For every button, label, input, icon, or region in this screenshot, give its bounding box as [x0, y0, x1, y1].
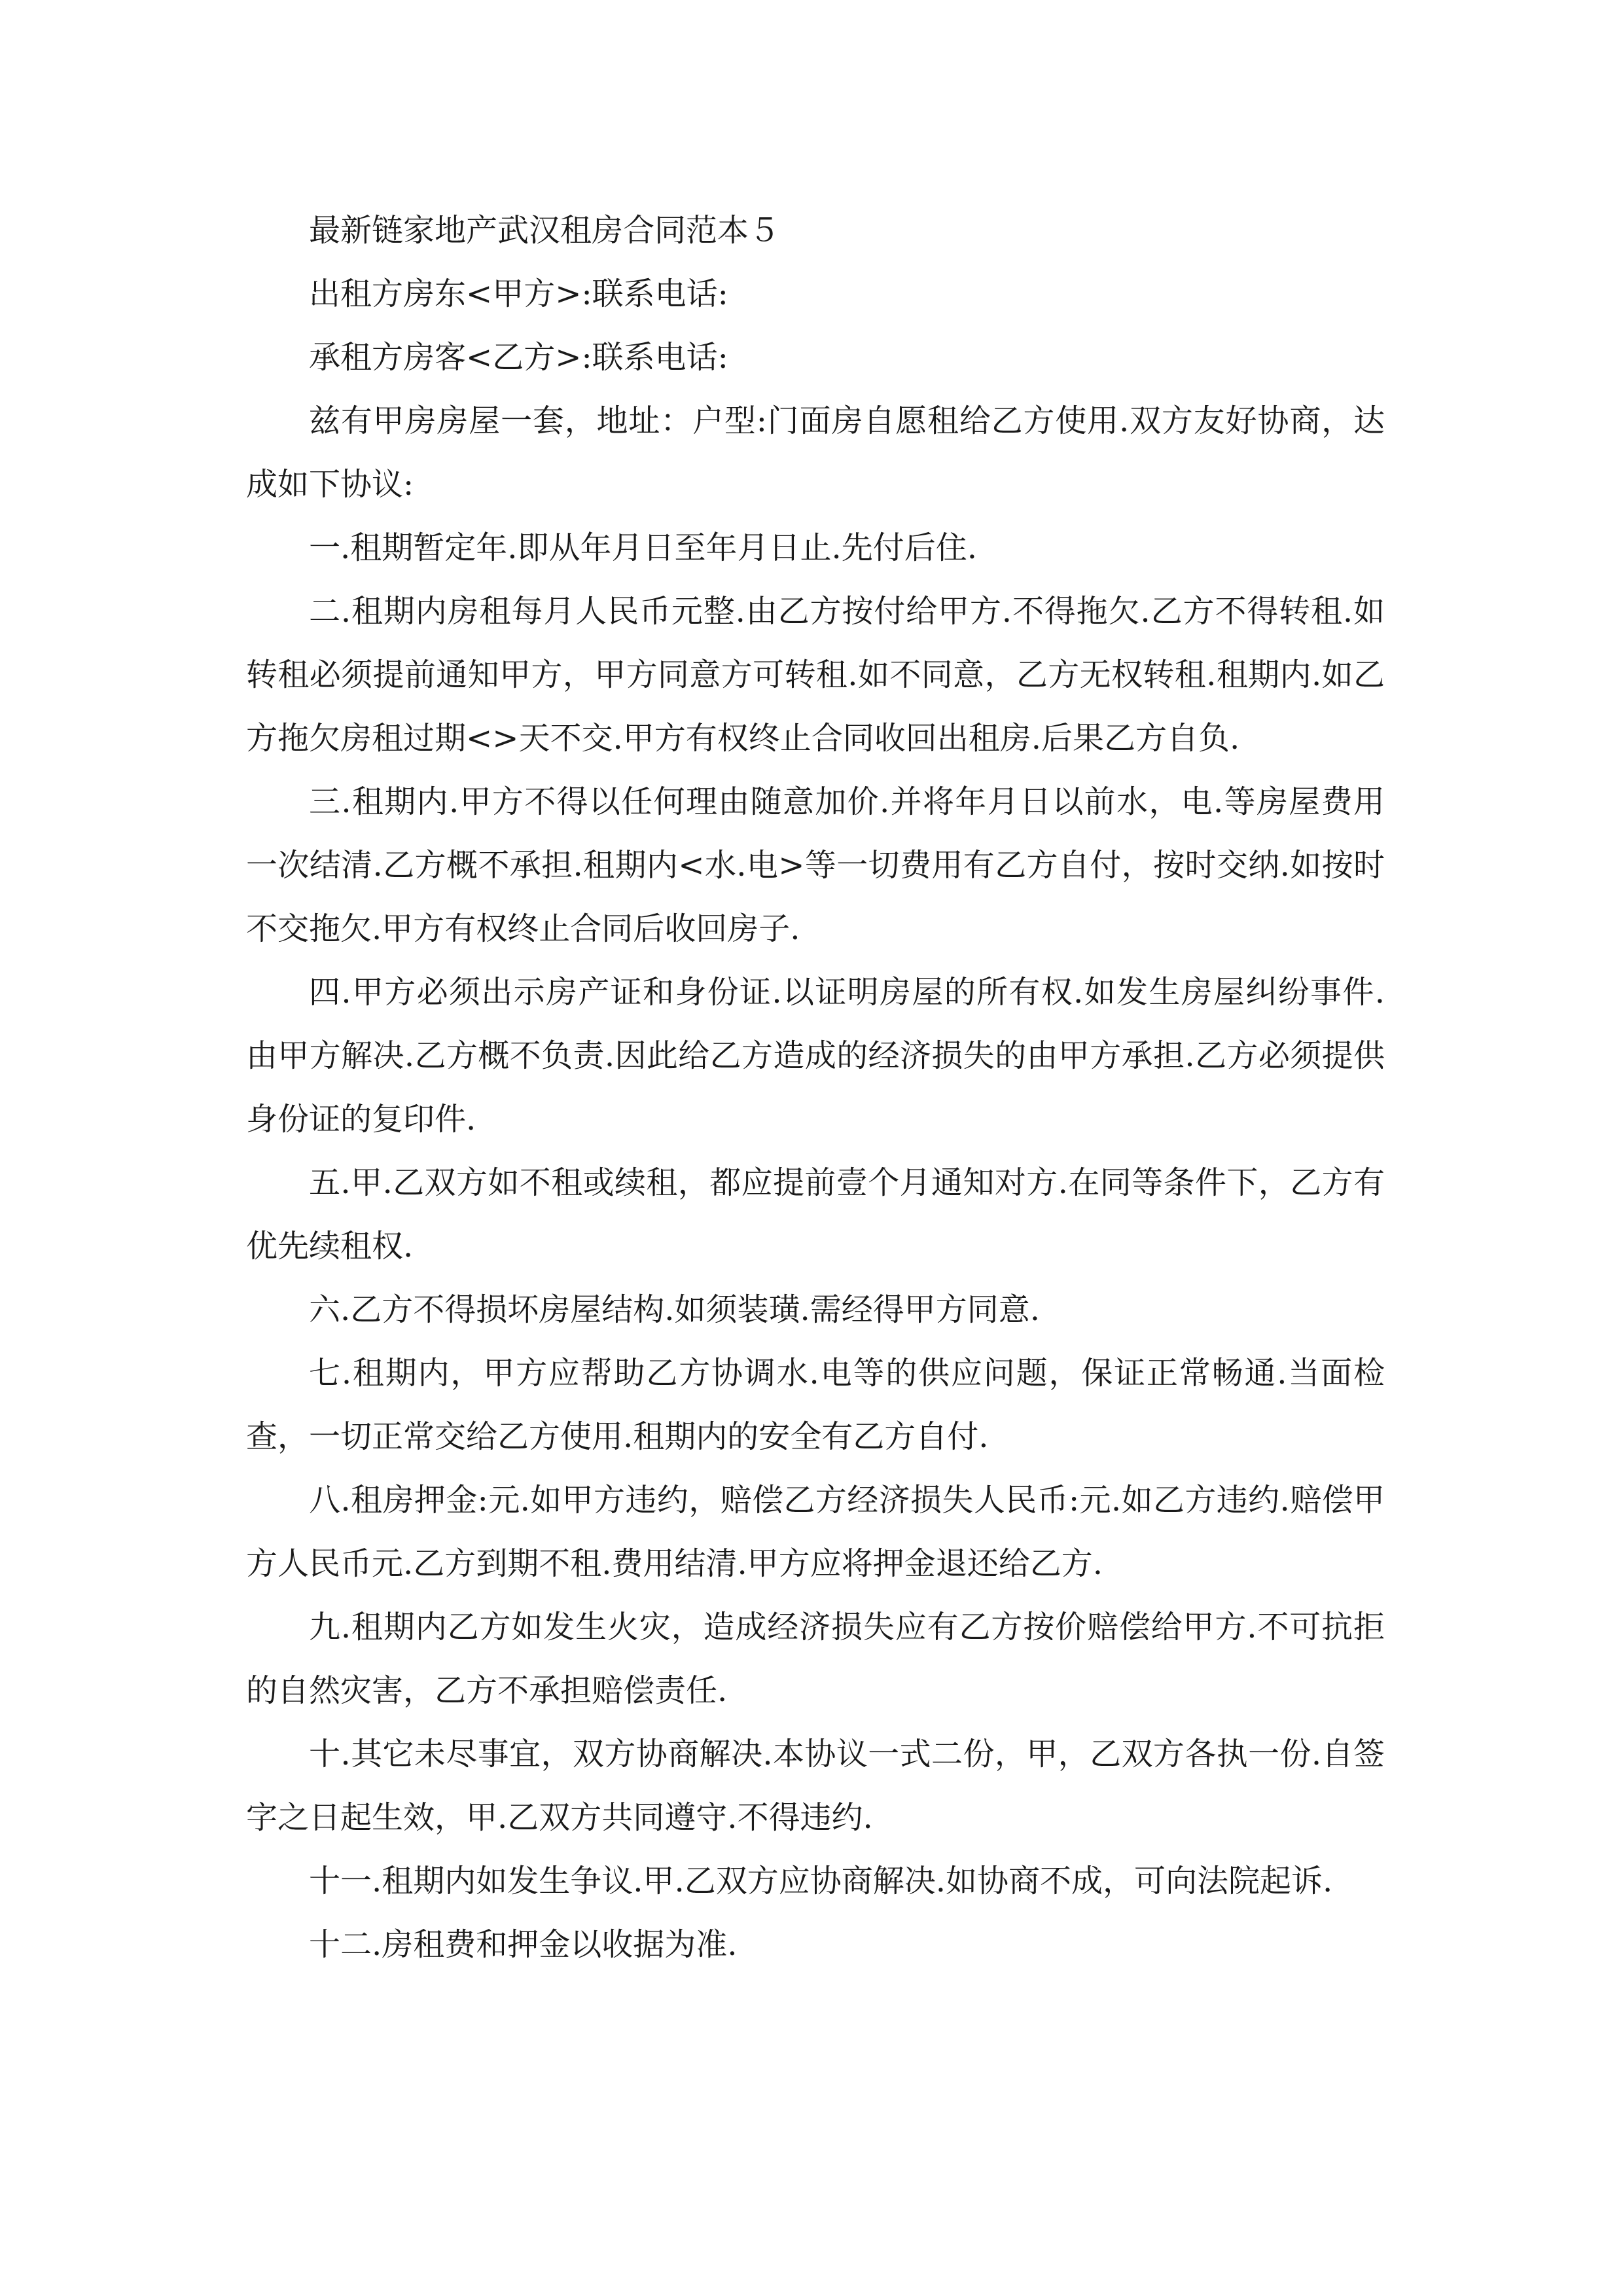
clause-8: 八.租房押金:元.如甲方违约，赔偿乙方经济损失人民币:元.如乙方违约.赔偿甲方人民币元.乙方到期不租.费用结清.甲方应将押金退还给乙方.: [246, 1482, 1385, 1582]
clause-5: 五.甲.乙双方如不租或续租，都应提前壹个月通知对方.在同等条件下，乙方有优先续租权.: [246, 1164, 1385, 1265]
clause-1: 一.租期暂定年.即从年月日至年月日止.先付后住.: [309, 529, 978, 566]
intro-paragraph: 兹有甲房房屋一套，地址：户型:门面房自愿租给乙方使用.双方友好协商，达成如下协议:: [246, 403, 1385, 503]
contract-body: [246, 199, 1385, 1977]
clause-10: 十.其它未尽事宜，双方协商解决.本协议一式二份，甲，乙双方各执一份.自签字之日起生效，甲.乙双方共同遵守.不得违约.: [246, 1736, 1385, 1836]
lessor-line: 出租方房东<甲方>:联系电话:: [309, 276, 728, 312]
clause-9: 九.租期内乙方如发生火灾，造成经济损失应有乙方按价赔偿给甲方.不可抗拒的自然灾害，乙方不承担赔偿责任.: [246, 1609, 1385, 1709]
clause-11: 十一.租期内如发生争议.甲.乙双方应协商解决.如协商不成，可向法院起诉.: [309, 1863, 1333, 1899]
contract-title: 最新链家地产武汉租房合同范本５: [309, 212, 781, 249]
clause-12: 十二.房租费和押金以收据为准.: [309, 1926, 738, 1963]
clause-3: 三.租期内.甲方不得以任何理由随意加价.并将年月日以前水，电.等房屋费用一次结清.乙方概不承担.租期内<水.电>等一切费用有乙方自付，按时交纳.如按时不交拖欠.甲方有权终止合同后收回房子.: [246, 783, 1385, 947]
lessee-line: 承租方房客<乙方>:联系电话:: [309, 339, 728, 376]
clause-6: 六.乙方不得损坏房屋结构.如须装璜.需经得甲方同意.: [309, 1291, 1041, 1328]
clause-4: 四.甲方必须出示房产证和身份证.以证明房屋的所有权.如发生房屋纠纷事件.由甲方解决.乙方概不负责.因此给乙方造成的经济损失的由甲方承担.乙方必须提供身份证的复印件.: [246, 974, 1385, 1138]
clause-7: 七.租期内，甲方应帮助乙方协调水.电等的供应问题，保证正常畅通.当面检查，一切正常交给乙方使用.租期内的安全有乙方自付.: [246, 1355, 1385, 1455]
clause-2: 二.租期内房租每月人民币元整.由乙方按付给甲方.不得拖欠.乙方不得转租.如转租必须提前通知甲方，甲方同意方可转租.如不同意，乙方无权转租.租期内.如乙方拖欠房租过期<>天不交.甲方有权终止合同收回出租房.后果乙方自负.: [246, 593, 1385, 757]
